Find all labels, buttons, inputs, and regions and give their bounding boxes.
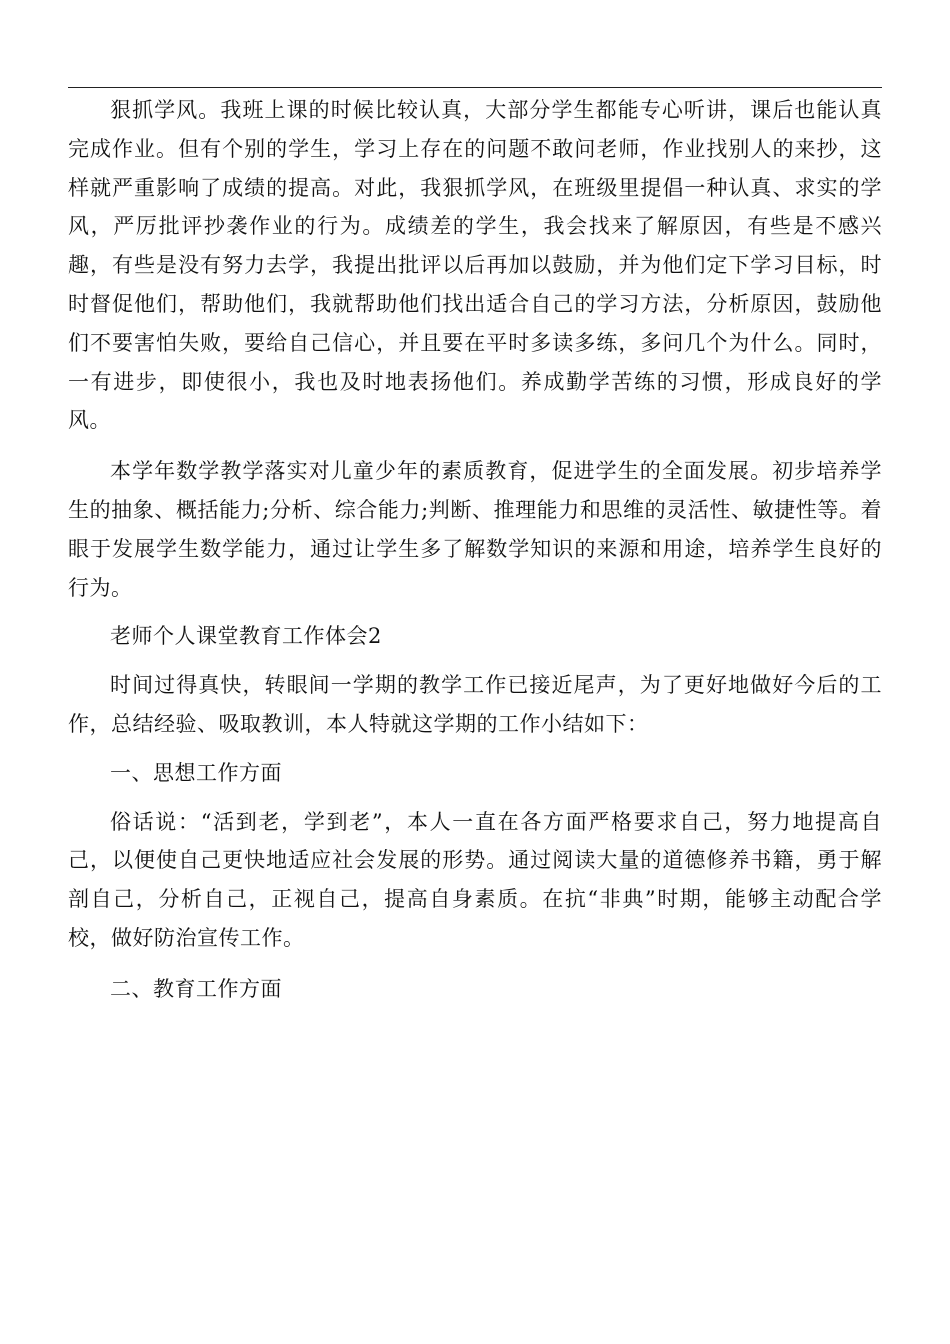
section-title: 老师个人课堂教育工作体会2 [110,624,382,649]
document-body [68,91,882,1009]
paragraph-study-style: 狠抓学风。我班上课的时候比较认真，大部分学生都能专心听讲，课后也能认真完成作业。但有个别的学生，学习上存在的问题不敢问老师，作业找别人的来抄，这样就严重影响了成绩的提高。对此，我狠抓学风，在班级里提倡一种认真、求实的学风，严厉批评抄袭作业的行为。成绩差的学生，我会找来了解原因，有些是不感兴趣，有些是没有努力去学，我提出批评以后再加以鼓励，并为他们定下学习目标，时时督促他们，帮助他们，我就帮助他们找出适合自己的学习方法，分析原因，鼓励他们不要害怕失败，要给自己信心，并且要在平时多读多练，多问几个为什么。同时，一有进步，即使很小，我也及时地表扬他们。养成勤学苦练的习惯，形成良好的学风。 [68,98,882,433]
header-rule [68,87,882,88]
paragraph-math-teaching: 本学年数学教学落实对儿童少年的素质教育，促进学生的全面发展。初步培养学生的抽象、概括能力;分析、综合能力;判断、推理能力和思维的灵活性、敏捷性等。着眼于发展学生数学能力，通过让学生多了解数学知识的来源和用途，培养学生良好的行为。 [68,459,882,600]
paragraph-intro: 时间过得真快，转眼间一学期的教学工作已接近尾声，为了更好地做好今后的工作，总结经验、吸取教训，本人特就这学期的工作小结如下： [68,673,882,736]
heading-education: 二、教育工作方面 [110,976,282,1001]
heading-ideology: 一、思想工作方面 [110,760,282,785]
paragraph-ideology: 俗话说：“活到老，学到老”，本人一直在各方面严格要求自己，努力地提高自己，以便使自己更快地适应社会发展的形势。通过阅读大量的道德修养书籍，勇于解剖自己，分析自己，正视自己，提高自身素质。在抗“非典”时期，能够主动配合学校，做好防治宣传工作。 [68,809,882,950]
